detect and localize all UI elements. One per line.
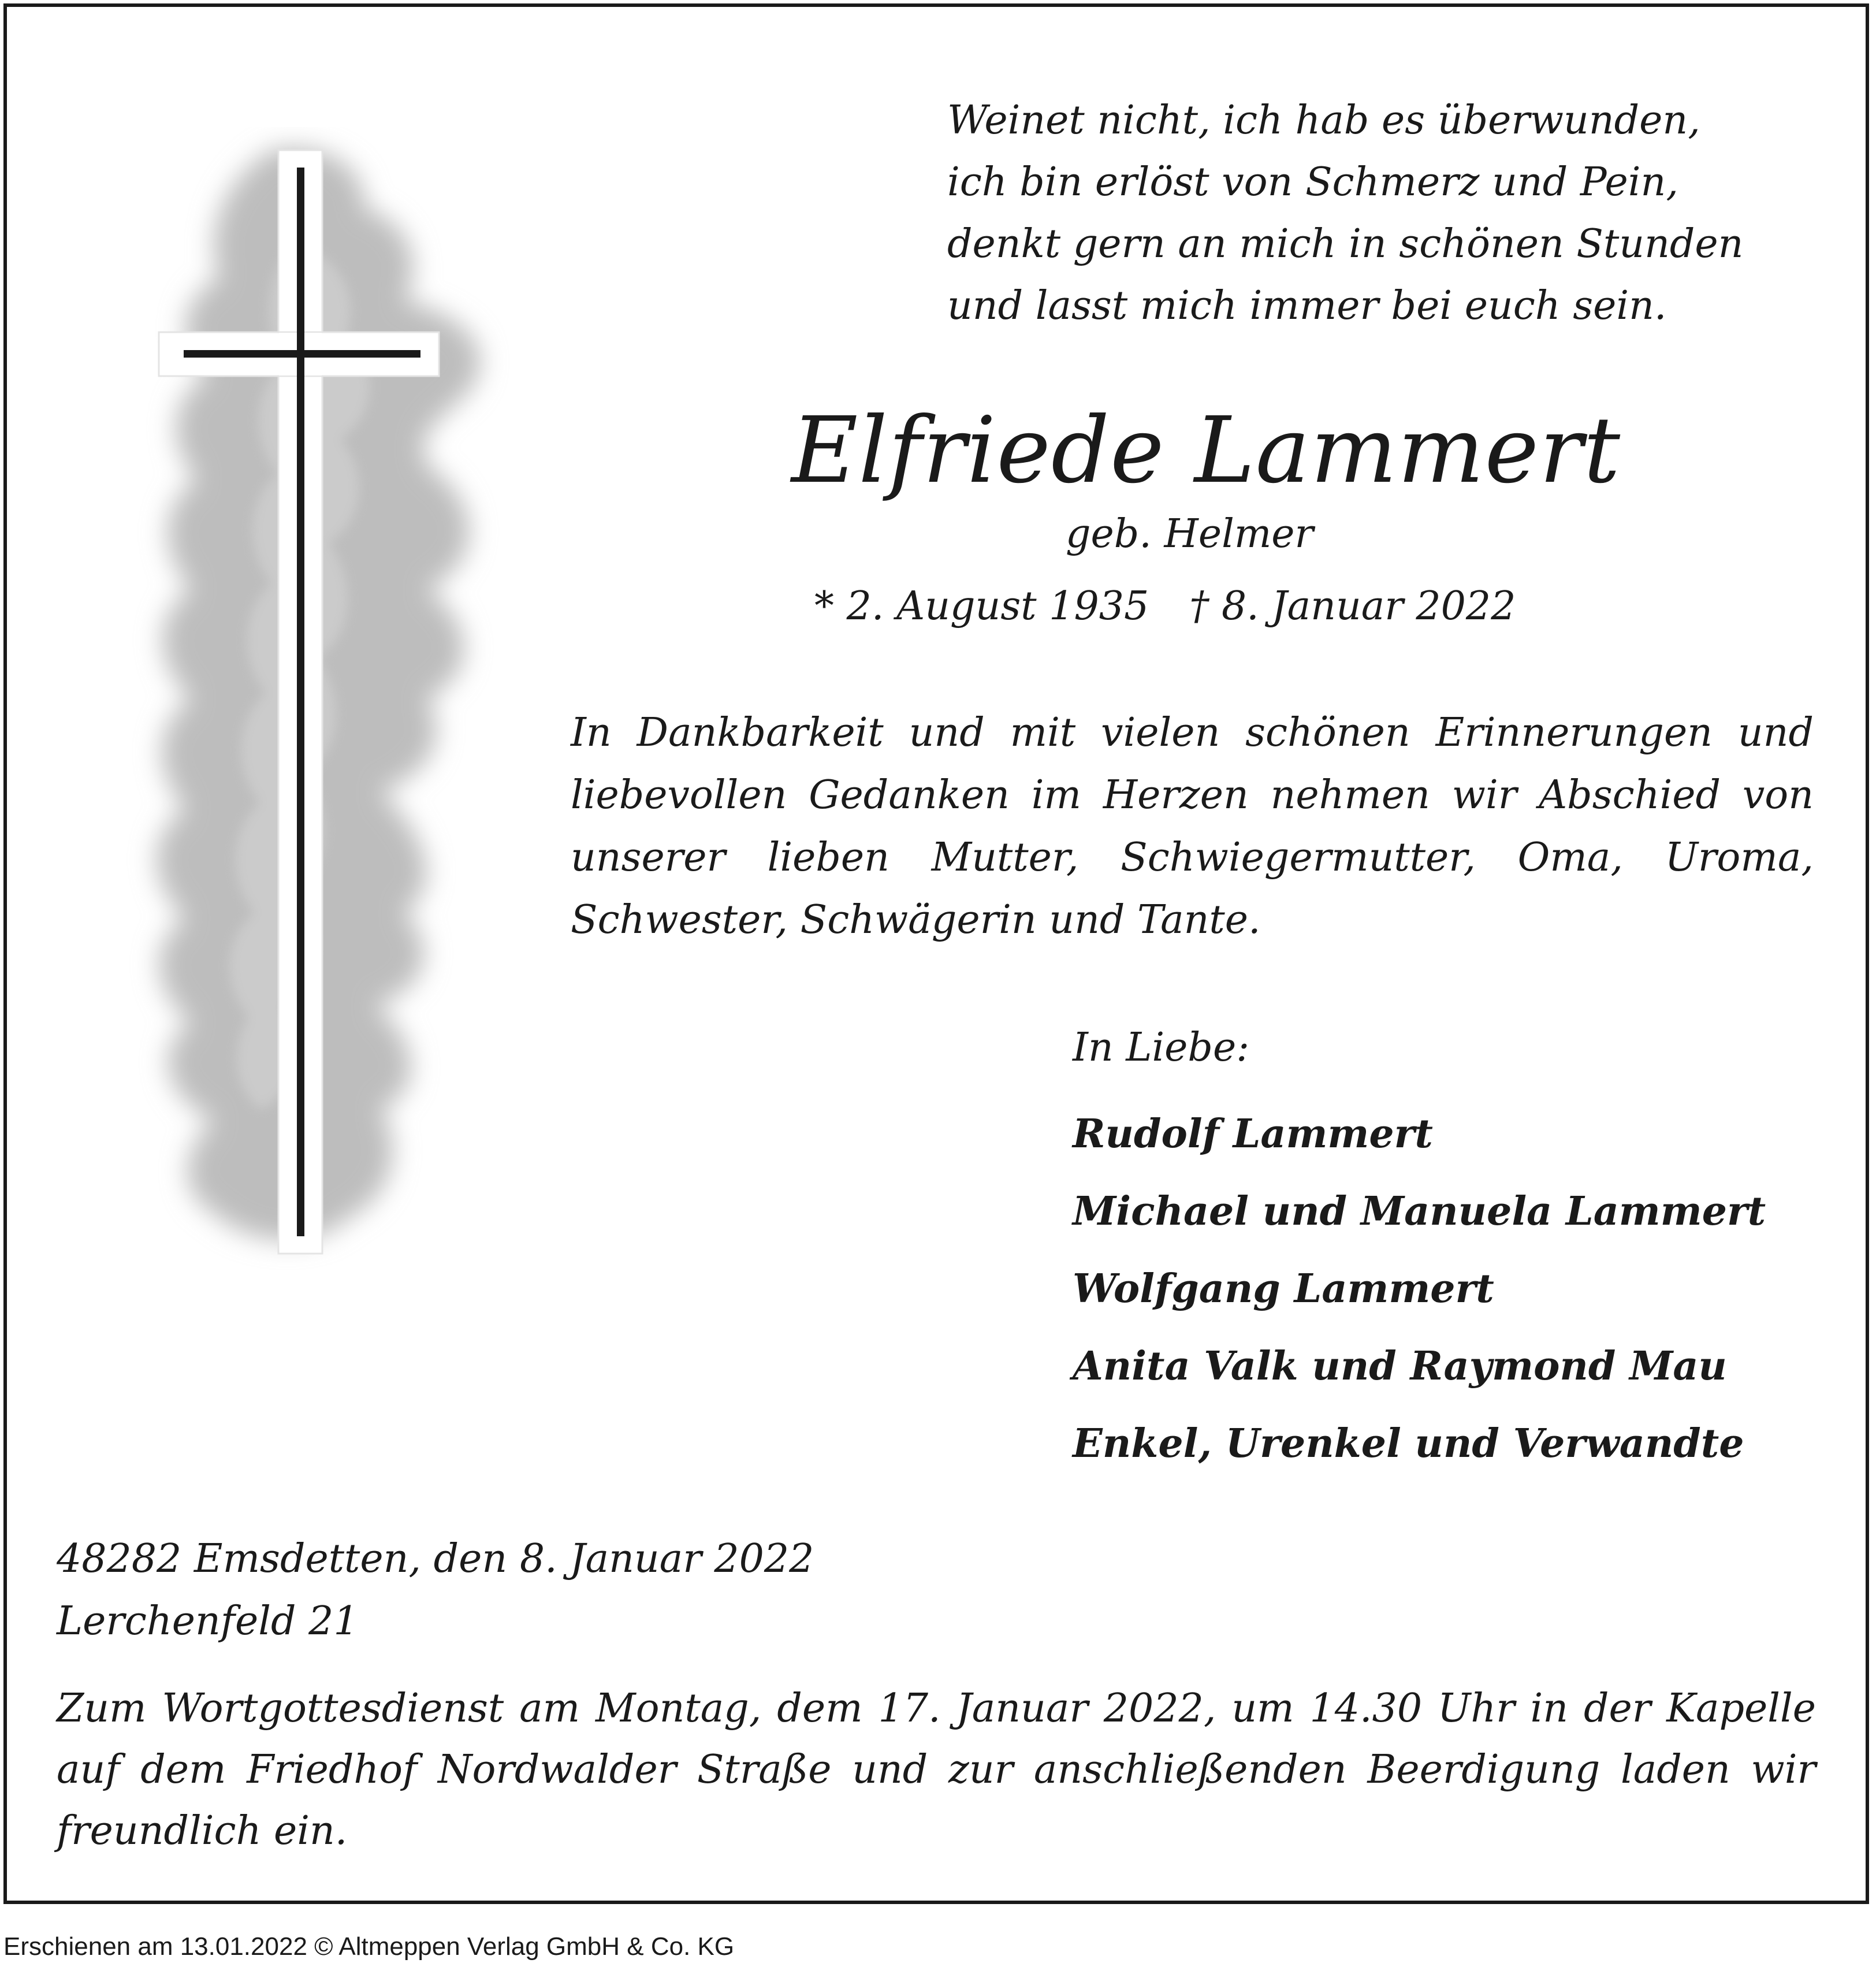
address-line-street: Lerchenfeld 21 <box>57 1598 359 1644</box>
life-dates <box>814 581 1516 633</box>
signers <box>1073 1017 1841 1482</box>
signers-intro: In Liebe: <box>1073 1025 1250 1070</box>
address-line-place-date: 48282 Emsdetten, den 8. Januar 2022 <box>57 1536 814 1582</box>
poem-line: und lasst mich immer bei euch sein. <box>947 283 1667 329</box>
poem-line: denkt gern an mich in schönen Stunden <box>947 221 1744 267</box>
service-announcement: Zum Wortgottesdienst am Montag, dem 17. Januar 2022, um 14.30 Uhr in der Kapelle auf dem Friedhof Nordwalder Straße und zur anschließenden Beerdigung laden wir freundlich ein. <box>57 1686 1816 1854</box>
death-date: † 8. Januar 2022 <box>1189 583 1516 629</box>
signer-name: Enkel, Urenkel und Verwandte <box>1073 1421 1744 1467</box>
publication-footer: Erschienen am 13.01.2022 © Altmeppen Verlag GmbH & Co. KG <box>3 1932 735 1961</box>
poem-line: ich bin erlöst von Schmerz und Pein, <box>947 159 1678 205</box>
signer-name: Anita Valk und Raymond Mau <box>1073 1343 1727 1389</box>
poem <box>947 90 1814 337</box>
poem-line: Weinet nicht, ich hab es überwunden, <box>947 98 1700 143</box>
address <box>57 1528 814 1653</box>
signer-name: Wolfgang Lammert <box>1073 1266 1494 1312</box>
birth-date: * 2. August 1935 <box>814 583 1149 629</box>
signer-name: Michael und Manuela Lammert <box>1073 1188 1766 1235</box>
deceased-name: Elfriede Lammert <box>791 397 1621 504</box>
farewell-message: In Dankbarkeit und mit vielen schönen Erinnerungen und liebevollen Gedanken im Herzen nehmen wir Abschied von unserer lieben Mutter, Schwiegermutter, Oma, Uroma, Schwester, Schwägerin und Tante. <box>571 710 1814 943</box>
signer-name: Rudolf Lammert <box>1073 1111 1433 1157</box>
cross-icon <box>104 127 578 1311</box>
maiden-name: geb. Helmer <box>1066 511 1314 557</box>
